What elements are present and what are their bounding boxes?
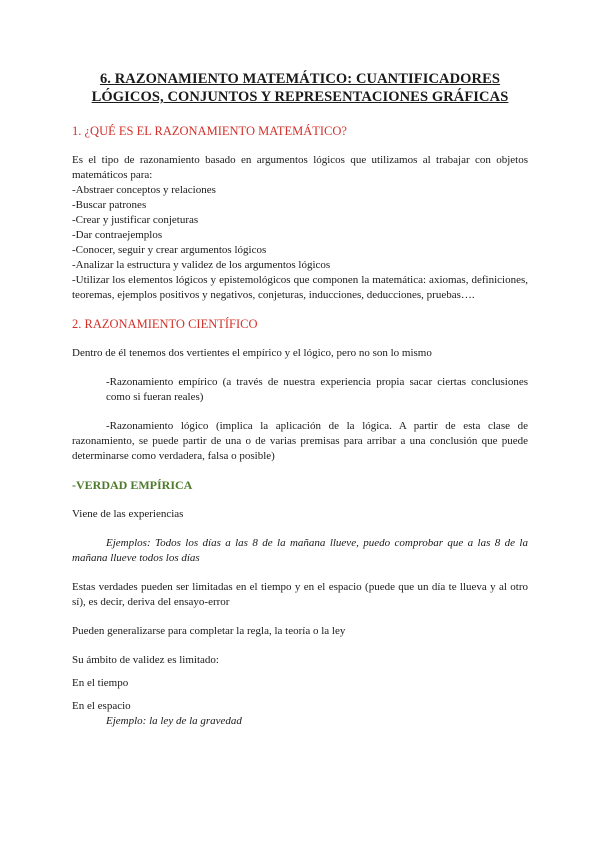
document-title [72,70,528,106]
list-item: -Buscar patrones [72,199,147,211]
title-line-1: 6. RAZONAMIENTO MATEMÁTICO: CUANTIFICADORES [99,71,501,87]
verdad-empirica-p1: Viene de las experiencias [72,508,184,520]
list-item: -Abstraer conceptos y relaciones [72,184,216,196]
list-item: -Analizar la estructura y validez de los argumentos lógicos [72,259,331,271]
verdad-empirica-p3: Pueden generalizarse para completar la regla, la teoría o la ley [72,625,346,637]
section1-list [72,183,528,303]
verdad-empirica-example2 [72,714,528,729]
verdad-empirica-p4: Su ámbito de validez es limitado: [72,654,219,666]
verdad-empirica-p6: En el espacio [72,700,131,712]
razonamiento-empirico [72,375,528,405]
list-item: -Crear y justificar conjeturas [72,214,199,226]
verdad-empirica-p2: Estas verdades pueden ser limitadas en el tiempo y en el espacio (puede que un día te llueva y al otro sí), es decir, deriva del ensayo-error [72,581,528,608]
list-item: -Dar contraejemplos [72,229,163,241]
razonamiento-logico: -Razonamiento lógico (implica la aplicación de la lógica. A partir de esta clase de razonamiento, se puede partir de una o de varias premisas para arribar a una conclusión que puede determinarse como verdadera, falsa o posible) [72,420,528,462]
example2-text: Ejemplo: la ley de la gravedad [106,715,242,727]
list-item: -Conocer, seguir y crear argumentos lógicos [72,244,267,256]
section2-heading: 2. RAZONAMIENTO CIENTÍFICO [72,317,258,331]
razonamiento-empirico-text: -Razonamiento empírico (a través de nuestra experiencia propia sacar ciertas conclusiones como si fueran reales) [106,376,528,403]
list-item: -Utilizar los elementos lógicos y epistemológicos que componen la matemática: axiomas, definiciones, teoremas, ejemplos positivos y negativos, conjeturas, inducciones, deducciones, pruebas…. [72,274,528,301]
title-line-2: LÓGICOS, CONJUNTOS Y REPRESENTACIONES GRÁFICAS [91,89,509,105]
verdad-empirica-p5: En el tiempo [72,677,129,689]
example1-text: Ejemplos: Todos los días a las 8 de la mañana llueve, puedo comprobar que a las 8 de la mañana llueve todos los días [72,537,528,564]
section3-heading: -VERDAD EMPÍRICA [72,478,193,492]
section1-heading: 1. ¿QUÉ ES EL RAZONAMIENTO MATEMÁTICO? [72,124,347,138]
verdad-empirica-example1 [72,536,528,566]
section2-intro: Dentro de él tenemos dos vertientes el empírico y el lógico, pero no son lo mismo [72,347,432,359]
section1-intro: Es el tipo de razonamiento basado en argumentos lógicos que utilizamos al trabajar con objetos matemáticos para: [72,154,528,181]
